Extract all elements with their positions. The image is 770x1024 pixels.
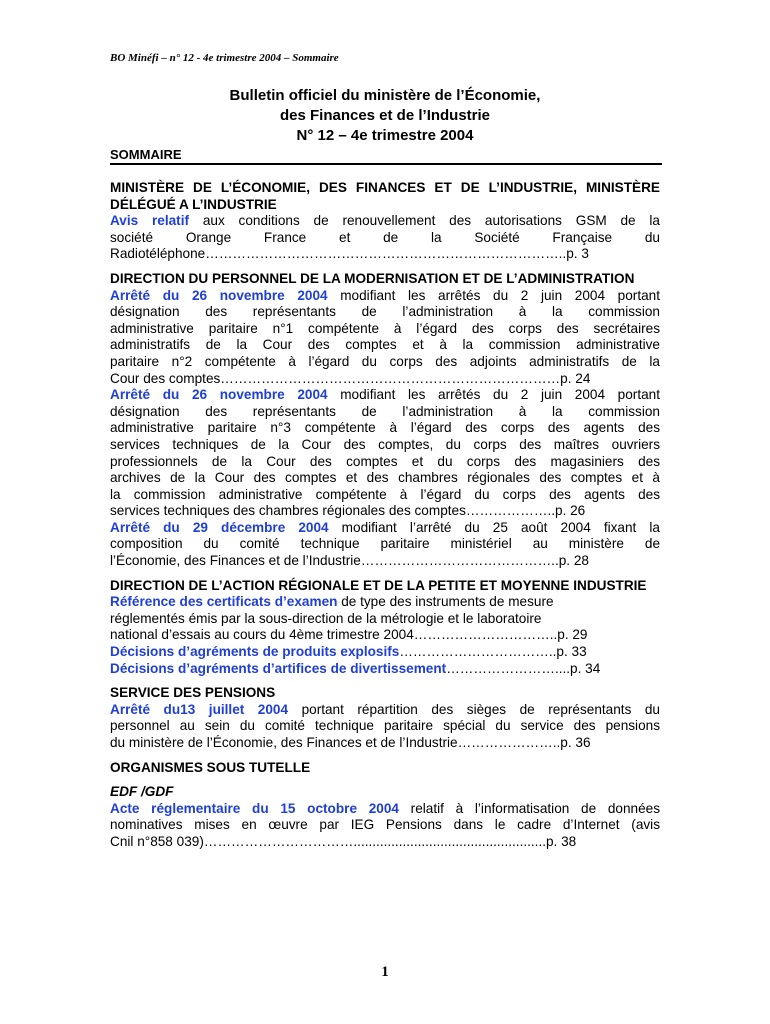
toc-entry-line: professionnels de la Cour des comptes et du corps des magasiniers des [110,453,660,469]
title-line-2: des Finances et de l’Industrie [279,107,491,124]
section-title-personnel: DIRECTION DU PERSONNEL DE LA MODERNISATION ET DE L’ADMINISTRATION [110,270,635,286]
toc-entry-line: désignation des représentants de l’administration à la commission [110,403,660,419]
toc-link-arrete-26-nov-1[interactable]: Arrêté du 26 novembre 2004 [110,287,328,303]
toc-entry-line: l’Économie, des Finances et de l’Industrie……………………………………..p. 28 [110,553,589,569]
toc-entry-line: la commission administrative compétente à l’égard du corps des agents des [110,486,660,502]
toc-link-arrete-13-juillet[interactable]: Arrêté du13 juillet 2004 [110,701,289,717]
toc-entry-line: composition du comité technique paritaire ministériel au ministère de [110,536,660,552]
section-title-organismes: ORGANISMES SOUS TUTELLE [110,759,311,775]
section-title-action-regionale: DIRECTION DE L’ACTION RÉGIONALE ET DE LA PETITE ET MOYENNE INDUSTRIE [110,577,647,593]
toc-entry-line: personnel au sein du comité technique paritaire spécial du service des pensions [110,718,660,734]
subsection-title-edf-gdf: EDF /GDF [110,784,174,800]
toc-link-produits-explosifs[interactable]: Décisions d’agréments de produits explosifs [110,644,400,660]
running-header: BO Minéfi – n° 12 - 4e trimestre 2004 – Sommaire [110,52,339,64]
title-line-1: Bulletin officiel du ministère de l’Économie, [229,87,541,104]
toc-entry-line: administrative paritaire n°1 compétente à l’égard des corps des secrétaires [110,320,660,336]
toc-entry-line: Arrêté du13 juillet 2004 portant répartition des sièges de représentants du [110,701,660,717]
toc-entry-line: services techniques de la Cour des comptes, du corps des maîtres ouvriers [110,436,660,452]
toc-link-arrete-26-nov-2[interactable]: Arrêté du 26 novembre 2004 [110,387,328,403]
toc-entry-line: Radiotéléphone……………………………………………………………………..p. 3 [110,246,589,262]
toc-entry-line: Référence des certificats d’examen de type des instruments de mesure [110,594,554,610]
toc-entry-line: administratifs de la Cour des comptes et à la commission administrative [110,337,660,353]
toc-entry-line: du ministère de l’Économie, des Finances et de l’Industrie…………………..p. 36 [110,735,591,750]
bulletin-title [110,86,660,146]
toc-entry-line: Arrêté du 26 novembre 2004 modifiant les arrêtés du 2 juin 2004 portant [110,287,660,303]
toc-entry-line: Acte réglementaire du 15 octobre 2004 relatif à l’informatisation de données [110,800,661,816]
toc-entry-line: services techniques des chambres régionales des comptes………………..p. 26 [110,503,586,519]
page-number: 1 [381,964,389,980]
toc-entry-line: national d’essais au cours du 4ème trimestre 2004…………………………..p. 29 [110,627,588,643]
toc-link-artifices-divertissement[interactable]: Décisions d’agréments d’artifices de divertissement [110,660,447,676]
toc-entry-line: réglementés émis par la sous-direction de la métrologie et le laboratoire [110,610,542,626]
toc-link-certificats-examen[interactable]: Référence des certificats d’examen [110,594,338,610]
section-title-pensions: SERVICE DES PENSIONS [110,685,276,701]
toc-entry-line: Avis relatif aux conditions de renouvellement des autorisations GSM de la [110,213,660,229]
toc-entry-line: Cnil n°858 039)……………………………...................................................p. 38 [110,833,577,849]
toc-link-avis-gsm[interactable]: Avis relatif [110,213,190,229]
toc-entry-line: Arrêté du 29 décembre 2004 modifiant l’arrêté du 25 août 2004 fixant la [110,519,660,535]
toc-entry-line: désignation des représentants de l’administration à la commission [110,304,660,320]
toc-entry-line: paritaire n°2 compétente à l’égard du corps des adjoints administratifs de la [110,353,660,369]
section-title-ministere: MINISTÈRE DE L’ÉCONOMIE, DES FINANCES ET DE L’INDUSTRIE, MINISTÈRE DÉLÉGUÉ A L’INDUSTRIE [110,180,660,212]
toc-link-acte-15-octobre[interactable]: Acte réglementaire du 15 octobre 2004 [110,800,399,816]
table-of-contents [110,180,660,851]
toc-entry-line: nominatives mises en œuvre par IEG Pensions dans le cadre d’Internet (avis [110,817,660,833]
toc-entry-line: Décisions d’agréments d’artifices de divertissement……………………....p. 34 [110,660,601,676]
toc-entry-line: société Orange France et de la Société Française du [110,229,660,245]
title-line-3: N° 12 – 4e trimestre 2004 [296,127,474,144]
toc-entry-line: administrative paritaire n°3 compétente à l’égard des corps des agents des [110,420,660,436]
toc-entry-line: Décisions d’agréments de produits explosifs……………………………..p. 33 [110,644,587,660]
toc-entry-line: Arrêté du 26 novembre 2004 modifiant les arrêtés du 2 juin 2004 portant [110,387,660,403]
sommaire-heading: SOMMAIRE [110,147,182,162]
toc-entry-line: archives de la Cour des comptes et des chambres régionales des comptes et à [110,470,660,486]
heading-rule [110,163,662,165]
toc-entry-line: Cour des comptes…………………………………………………………………p. 24 [110,370,591,386]
toc-link-arrete-29-dec[interactable]: Arrêté du 29 décembre 2004 [110,519,329,535]
